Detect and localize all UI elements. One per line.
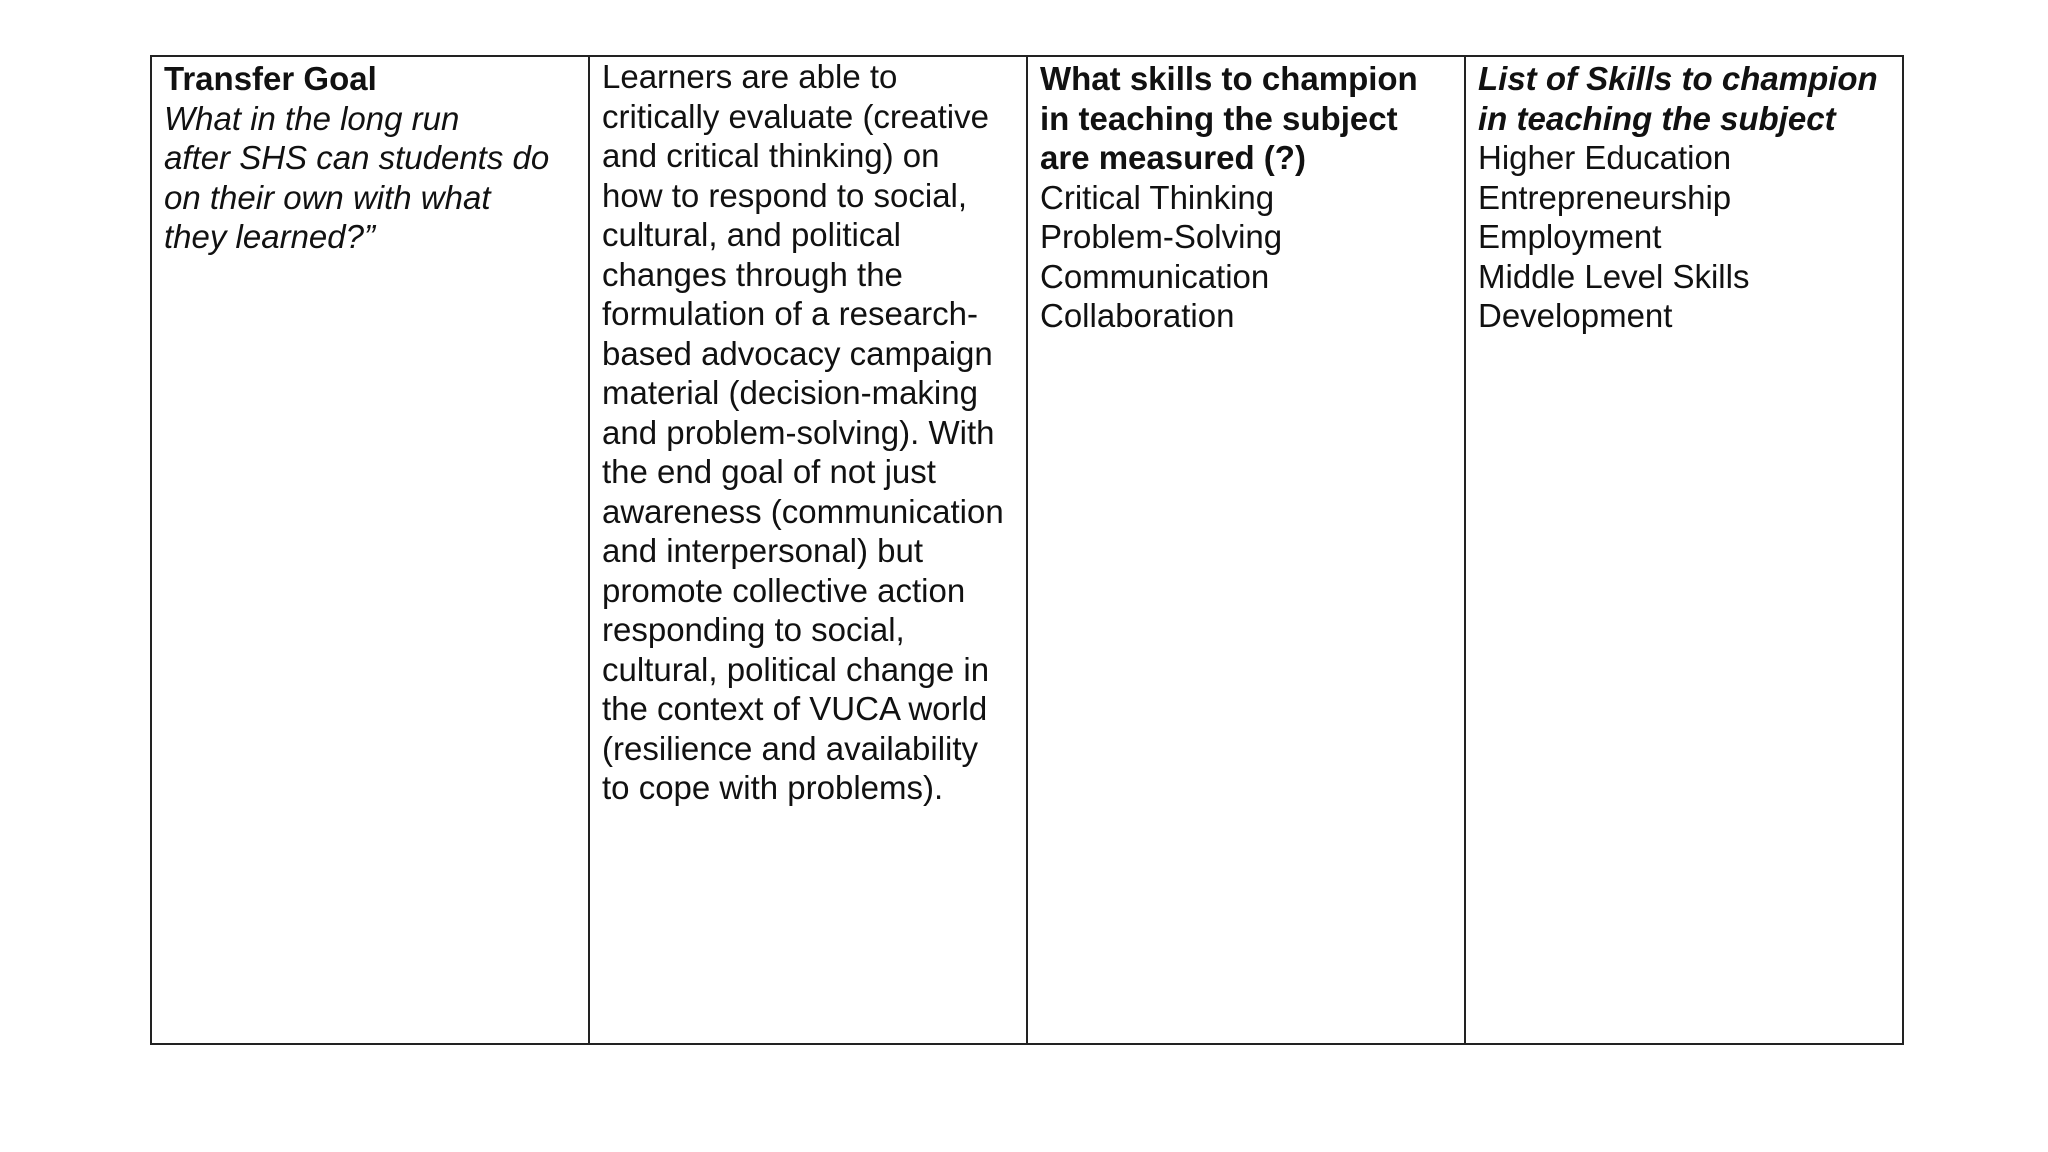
transfer-goal-cell — [151, 56, 589, 1044]
description-line: cultural, political change in — [602, 650, 990, 688]
description-line: formulation of a research- — [602, 295, 979, 332]
skills-list-item: Higher Education — [1478, 139, 1732, 176]
description-cell — [589, 56, 1027, 1044]
measured-skill-item: Critical Thinking — [1040, 178, 1275, 216]
measured-skill-item: Problem-Solving — [1040, 218, 1283, 255]
transfer-goal-heading: Transfer Goal — [164, 60, 377, 97]
measured-skills-heading-line: are measured (?) — [1040, 139, 1306, 176]
measured-skills-heading-line: What skills to champion — [1040, 60, 1418, 97]
transfer-goal-question-line: on their own with what — [164, 178, 491, 216]
description-line: (resilience and availability — [602, 729, 979, 767]
transfer-goal-question-line: they learned?” — [164, 218, 375, 255]
skills-list-cell — [1465, 56, 1903, 1044]
measured-skills-heading-line: in teaching the subject — [1040, 99, 1398, 137]
measured-skill-item: Communication — [1040, 257, 1270, 295]
description-line: changes through the — [602, 255, 903, 293]
skills-table — [150, 55, 1904, 1045]
measured-skills-cell — [1027, 56, 1465, 1044]
description-line: promote collective action — [602, 571, 966, 609]
description-line: cultural, and political — [602, 216, 901, 253]
skills-list-item: Middle Level Skills — [1478, 257, 1750, 295]
transfer-goal-question-line: What in the long run — [164, 99, 460, 137]
description-line: Learners are able to — [602, 58, 898, 95]
description-line: the end goal of not just — [602, 453, 936, 490]
description-line: and problem-solving). With — [602, 413, 995, 451]
description-line: and critical thinking) on — [602, 137, 940, 174]
description-line: to cope with problems). — [602, 769, 944, 806]
skills-list-item: Development — [1478, 297, 1673, 334]
description-line: how to respond to social, — [602, 176, 968, 214]
table-row — [151, 56, 1903, 1044]
description-line: material (decision-making — [602, 374, 978, 411]
description-line: based advocacy campaign — [602, 334, 993, 372]
skills-list-heading-line: in teaching the subject — [1478, 99, 1836, 137]
measured-skill-item: Collaboration — [1040, 297, 1235, 334]
skills-list-heading-line: List of Skills to champion — [1478, 60, 1878, 97]
description-line: and interpersonal) but — [602, 532, 924, 569]
description-line: critically evaluate (creative — [602, 97, 989, 135]
description-line: responding to social, — [602, 611, 905, 648]
description-line: awareness (communication — [602, 492, 1004, 530]
description-line: the context of VUCA world — [602, 690, 988, 727]
skills-list-item: Employment — [1478, 218, 1662, 255]
skills-list-item: Entrepreneurship — [1478, 178, 1732, 216]
transfer-goal-question-line: after SHS can students do — [164, 139, 550, 176]
